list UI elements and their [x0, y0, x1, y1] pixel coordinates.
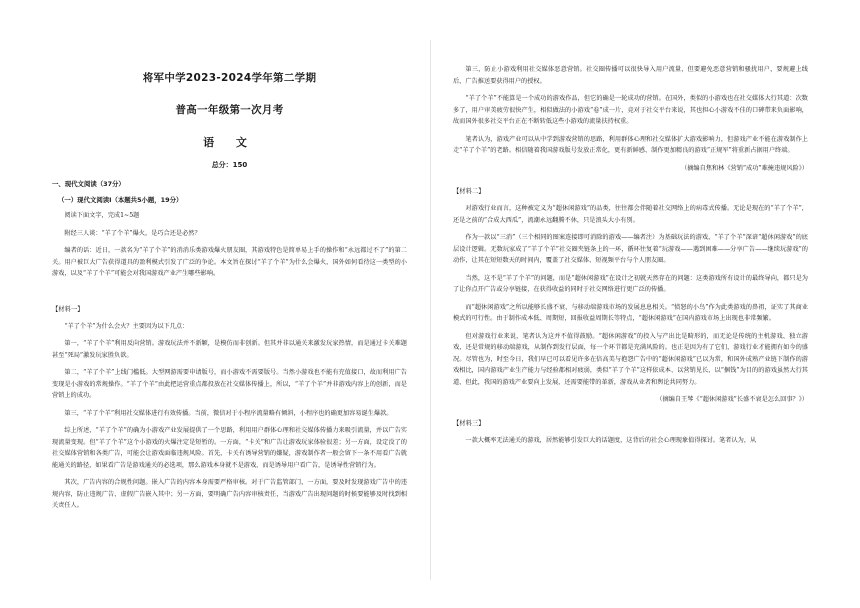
editor-note: 编者的话：近日，一款名为“羊了个羊”的消消乐类游戏爆火朋友圈，其游戏特色是简单易上手的操作和“永远都过不了”的第二关。用户被巨大广告获得道具的盈利模式引发了广泛的争论。本文旨在探讨“羊了个羊”为什么会爆火，国外如何看待这一类型的小游戏，以及“羊了个羊”可能会对我国游戏产业产生哪些影响。 — [52, 247, 407, 277]
paragraph: “羊了个羊”为什么会火？主要因为以下几点： — [64, 322, 189, 330]
material-1-tag: 【材料一】 — [52, 305, 84, 313]
source-citation: （摘编自王棽《“超休闲游戏”长盛不衰是怎么回事？》） — [656, 396, 808, 403]
school-term-title: 将军中学2023-2024学年第二学期 — [142, 72, 317, 84]
paragraph: 第三，“羊了个羊”利用社交媒体进行有效传播。当前，微信对于小程序流量略有倾斜，小程序也的确更加容易诞生爆款。 — [64, 409, 393, 417]
paragraph: 其次，广告内容的合规性问题。嵌入广告的内容本身需要严格审核。对于广告监管部门，一方面，要及时发现游戏广告中的违规内容，防止违规广告、虚假广告嵌入其中；另一方面，要明确广告内容审核责任，当游戏广告出现问题的时候要能够及时找到相关责任人。 — [52, 479, 407, 509]
source-citation: （摘编自焦和林《营销“成功”难掩违规风险》） — [681, 164, 808, 172]
total-score: 总分：150 — [211, 161, 248, 169]
paragraph: 笔者认为，游戏产业可以从中学到游戏营销的思路，利用群体心理和社交媒体扩大游戏影响力，但游戏产业不能在游戏制作上走“羊了个羊”的老路。相信随着我国游戏版号发放正常化，更有新鲜感、制作更加精良的游戏“正规军”将重新占据用户终端。 — [453, 135, 808, 154]
right-column — [453, 64, 808, 446]
attach-title: 附经三人谈：“羊了个羊”爆火，是巧合还是必然？ — [64, 229, 201, 237]
paragraph: 一款大概率无法通关的游戏，居然能够引发巨大的话题度，这背后的社会心理现象值得探讨。笔者认为，从 — [465, 436, 757, 444]
paragraph: “羊了个羊”不能算是一个成功的游戏作品，但它的确是一轮成功的营销。在国外，类似的小游戏也在社交媒体大行其道：次数多了，用户审美疲劳很快产生，相似做法的小游戏“卷”成一片，竞对于社交平台来说，其也担心小游戏不佳的口碑带来负面影响，故而国外很多社交平台正在不断转低这些小游戏的流量扶持权重。 — [453, 95, 808, 125]
paragraph: 作为一款以“三消”（三个相同的图案连接即可消除的游戏——编者注）为基础玩法的游戏，“羊了个羊”深谙“超休闲游戏”的底层设计逻辑。无数玩家成了“羊了个羊”社交圈夹链条上的一环，循环往复着“玩游戏——遇到困难——分享广告——继续玩游戏”的动作，让其在短短数天的时间内，覆盖了社交媒体、短视频平台与个人朋友圈。 — [453, 234, 808, 264]
paragraph: 当然，这不是“羊了个羊”的问题，而是“超休闲游戏”在设计之初就天然存在的问题：这类游戏所有设计的最终导向，都只是为了让你点开广告或分享链接，在获得收益的同时于社交网络进行更广泛的传播。 — [453, 274, 808, 293]
section-heading: 一、现代文阅读（37分） — [52, 180, 125, 188]
paragraph: 对游戏行业而言，这种被定义为“超休闲游戏”的品类，往往都会伴随着社交网络上的病毒式传播。无论是现在的“羊了个羊”，还是之前的“合成大西瓜”，流潮永远翻腾不休，只是浪头大小有别。 — [453, 205, 808, 224]
paragraph: 第一，“羊了个羊”利用反向营销。游戏玩法并不新颖，是模仿而非创新。但其并非以通关来激发玩家热情，而是通过卡关难题甚至“死局”激发玩家胜负欲。 — [52, 340, 407, 359]
paragraph: 而“超休闲游戏”之所以能够长盛不衰，与移动端游戏市场的发展息息相关。“愤怒的小鸟”作为此类游戏的鼻祖，证实了其商业模式的可行性。由于制作成本低、周期短，回报收益周期长等特点，“超休闲游戏”在国内游戏市场上出现也非常频繁。 — [453, 303, 808, 322]
exam-title: 普高一年级第一次月考 — [175, 104, 284, 116]
subject-title: 语 文 — [203, 136, 256, 149]
paragraph: 第三，防止小游戏利用社交媒体恶意营销。社交圈传播可以很快导入用户流量，但要避免恶意营销和骚扰用户，要规避上线后，广告推送要获得用户的授权。 — [453, 66, 808, 85]
instruction-text: 阅读下面文字，完成1~5题 — [64, 212, 140, 219]
paragraph: 第二，“羊了个羊”上线门槛低。大型网游需要申请版号，而小游戏不需要版号。当然小游戏也不能有充值接口，故而利用广告变现是小游戏的常规操作。“羊了个羊”由此把运营重点都投放在社交媒体传播上，所以，“羊了个羊”并非游戏内容上的创新，而是营销上的成功。 — [52, 369, 407, 399]
material-2-tag: 【材料二】 — [453, 188, 485, 195]
material-3-tag: 【材料三】 — [453, 419, 485, 427]
column-divider — [430, 40, 431, 580]
subsection-heading: （一）现代文阅读Ⅰ（本题共5小题，19分） — [58, 196, 183, 204]
paragraph: 但对游戏行业来说，笔者认为这并不值得鼓励。“超休闲游戏”的投入与产出比是畸形的，而无论是传统的主机游戏、独立游戏，还是常规的移动端游戏，从制作到发行层面，每一个环节都是充满风险的。也正是因为有了它们，游戏行业才能拥有如今的盛况。尽管也为，时至今日，我们早已可以看见许多在倍高美与抱怨广告中的“超休闲游戏”已以为常，和国外成熟产业链下制作的游戏相比，国内游戏产业生产能力与经验都相对疲弱，类似“羊了个羊”这样依成本、以营销见长、以“捆钱”为目的的游戏虽然大行其道，但此，我国的游戏产业要向上发展，还需要能带的革新，游戏从业者和舆论共同努力。 — [453, 332, 808, 386]
paragraph: 综上所述，“羊了个羊”的确为小游戏产业发展提供了一个思路，利用用户群体心理和社交媒体传播力来吸引流量，并以广告实现流量变现。但“羊了个羊”这个小游戏的火爆注定是短暂的。一方面，“卡关”和广告让游戏玩家体验很差；另一方面，设定没了的社交媒体营销和各类广告，可能会让游戏面临违规风险。首先，卡关有诱导营销的嫌疑，游戏制作者一般会留下一条不用看广告就能通关的路径，如果看广告是游戏通关的必选项，那么游戏本身就不是游戏，而是诱导用户看广告，是诱导性营销行为。 — [52, 427, 407, 469]
left-column — [52, 62, 407, 512]
